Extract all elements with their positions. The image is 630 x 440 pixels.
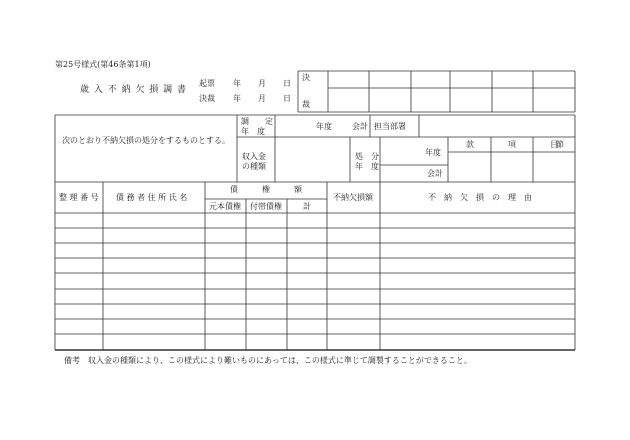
- shobun-year-label: 年度: [425, 148, 441, 157]
- shobun-label-line2: 年 度: [355, 162, 379, 171]
- kessai-label: 決裁: [199, 94, 215, 103]
- shobun-label-line1: 処 分: [355, 152, 379, 161]
- budget-moku-label: 目: [550, 140, 558, 149]
- document-title: 歳 入 不 納 欠 損 調 書: [80, 85, 188, 95]
- approval-label-bottom: 裁: [302, 100, 310, 109]
- budget-setsu-label-visible: 節: [556, 140, 564, 149]
- col-header-principal: 元本債権: [209, 202, 241, 211]
- kessai-year-label: 年: [233, 94, 241, 103]
- revenue-type-field[interactable]: [276, 138, 349, 181]
- kian-day-label: 日: [283, 79, 291, 88]
- revenue-type-label-line2: の種類: [242, 162, 266, 171]
- table-row[interactable]: [55, 335, 575, 349]
- table-row[interactable]: [55, 229, 575, 242]
- col-header-total: 計: [303, 202, 311, 211]
- form-number: 第25号様式(第46条第1項): [55, 60, 151, 69]
- table-row[interactable]: [55, 290, 575, 303]
- col-header-number: 整 理 番 号: [59, 193, 99, 202]
- kian-month-label: 月: [258, 79, 266, 88]
- col-header-incidental: 付帯債権: [250, 202, 282, 211]
- department-label: 担当部署: [374, 122, 406, 131]
- kessai-day-label: 日: [283, 94, 291, 103]
- budget-kou-label: 項: [508, 140, 516, 149]
- col-header-debtor: 債 務 者 住 所 氏 名: [116, 193, 188, 202]
- footnote: 備考 収入金の種類により、この様式により難いものにあっては、この様式に準じて調製することができること。: [64, 356, 472, 365]
- revenue-type-label-line1: 収入金: [242, 152, 266, 161]
- kian-year-label: 年: [233, 79, 241, 88]
- chotei-label-line2: 年 度: [241, 127, 265, 136]
- table-row[interactable]: [55, 244, 575, 257]
- col-header-amount: 債 権 額: [230, 185, 302, 194]
- budget-kan-label: 款: [466, 140, 474, 149]
- table-row[interactable]: [55, 274, 575, 288]
- chotei-label-line1: 調 定: [241, 117, 273, 126]
- department-field[interactable]: [420, 116, 574, 136]
- approval-label-top: 決: [302, 73, 310, 82]
- chotei-account-label: 会計: [352, 122, 368, 131]
- kessai-month-label: 月: [258, 94, 266, 103]
- chotei-year-label: 年度: [316, 122, 332, 131]
- table-row[interactable]: [55, 259, 575, 272]
- disposal-description: 次のとおり不納欠損の処分をするものとする。: [62, 136, 230, 145]
- col-header-writeoff: 不納欠損額: [333, 193, 373, 202]
- table-row[interactable]: [55, 305, 575, 318]
- approval-seal-boxes: [328, 71, 575, 112]
- table-row[interactable]: [55, 214, 575, 227]
- table-row[interactable]: [55, 320, 575, 333]
- kian-label: 起票: [199, 79, 215, 88]
- shobun-account-label: 会計: [427, 169, 443, 178]
- col-header-reason: 不 納 欠 損 の 理 由: [428, 193, 532, 202]
